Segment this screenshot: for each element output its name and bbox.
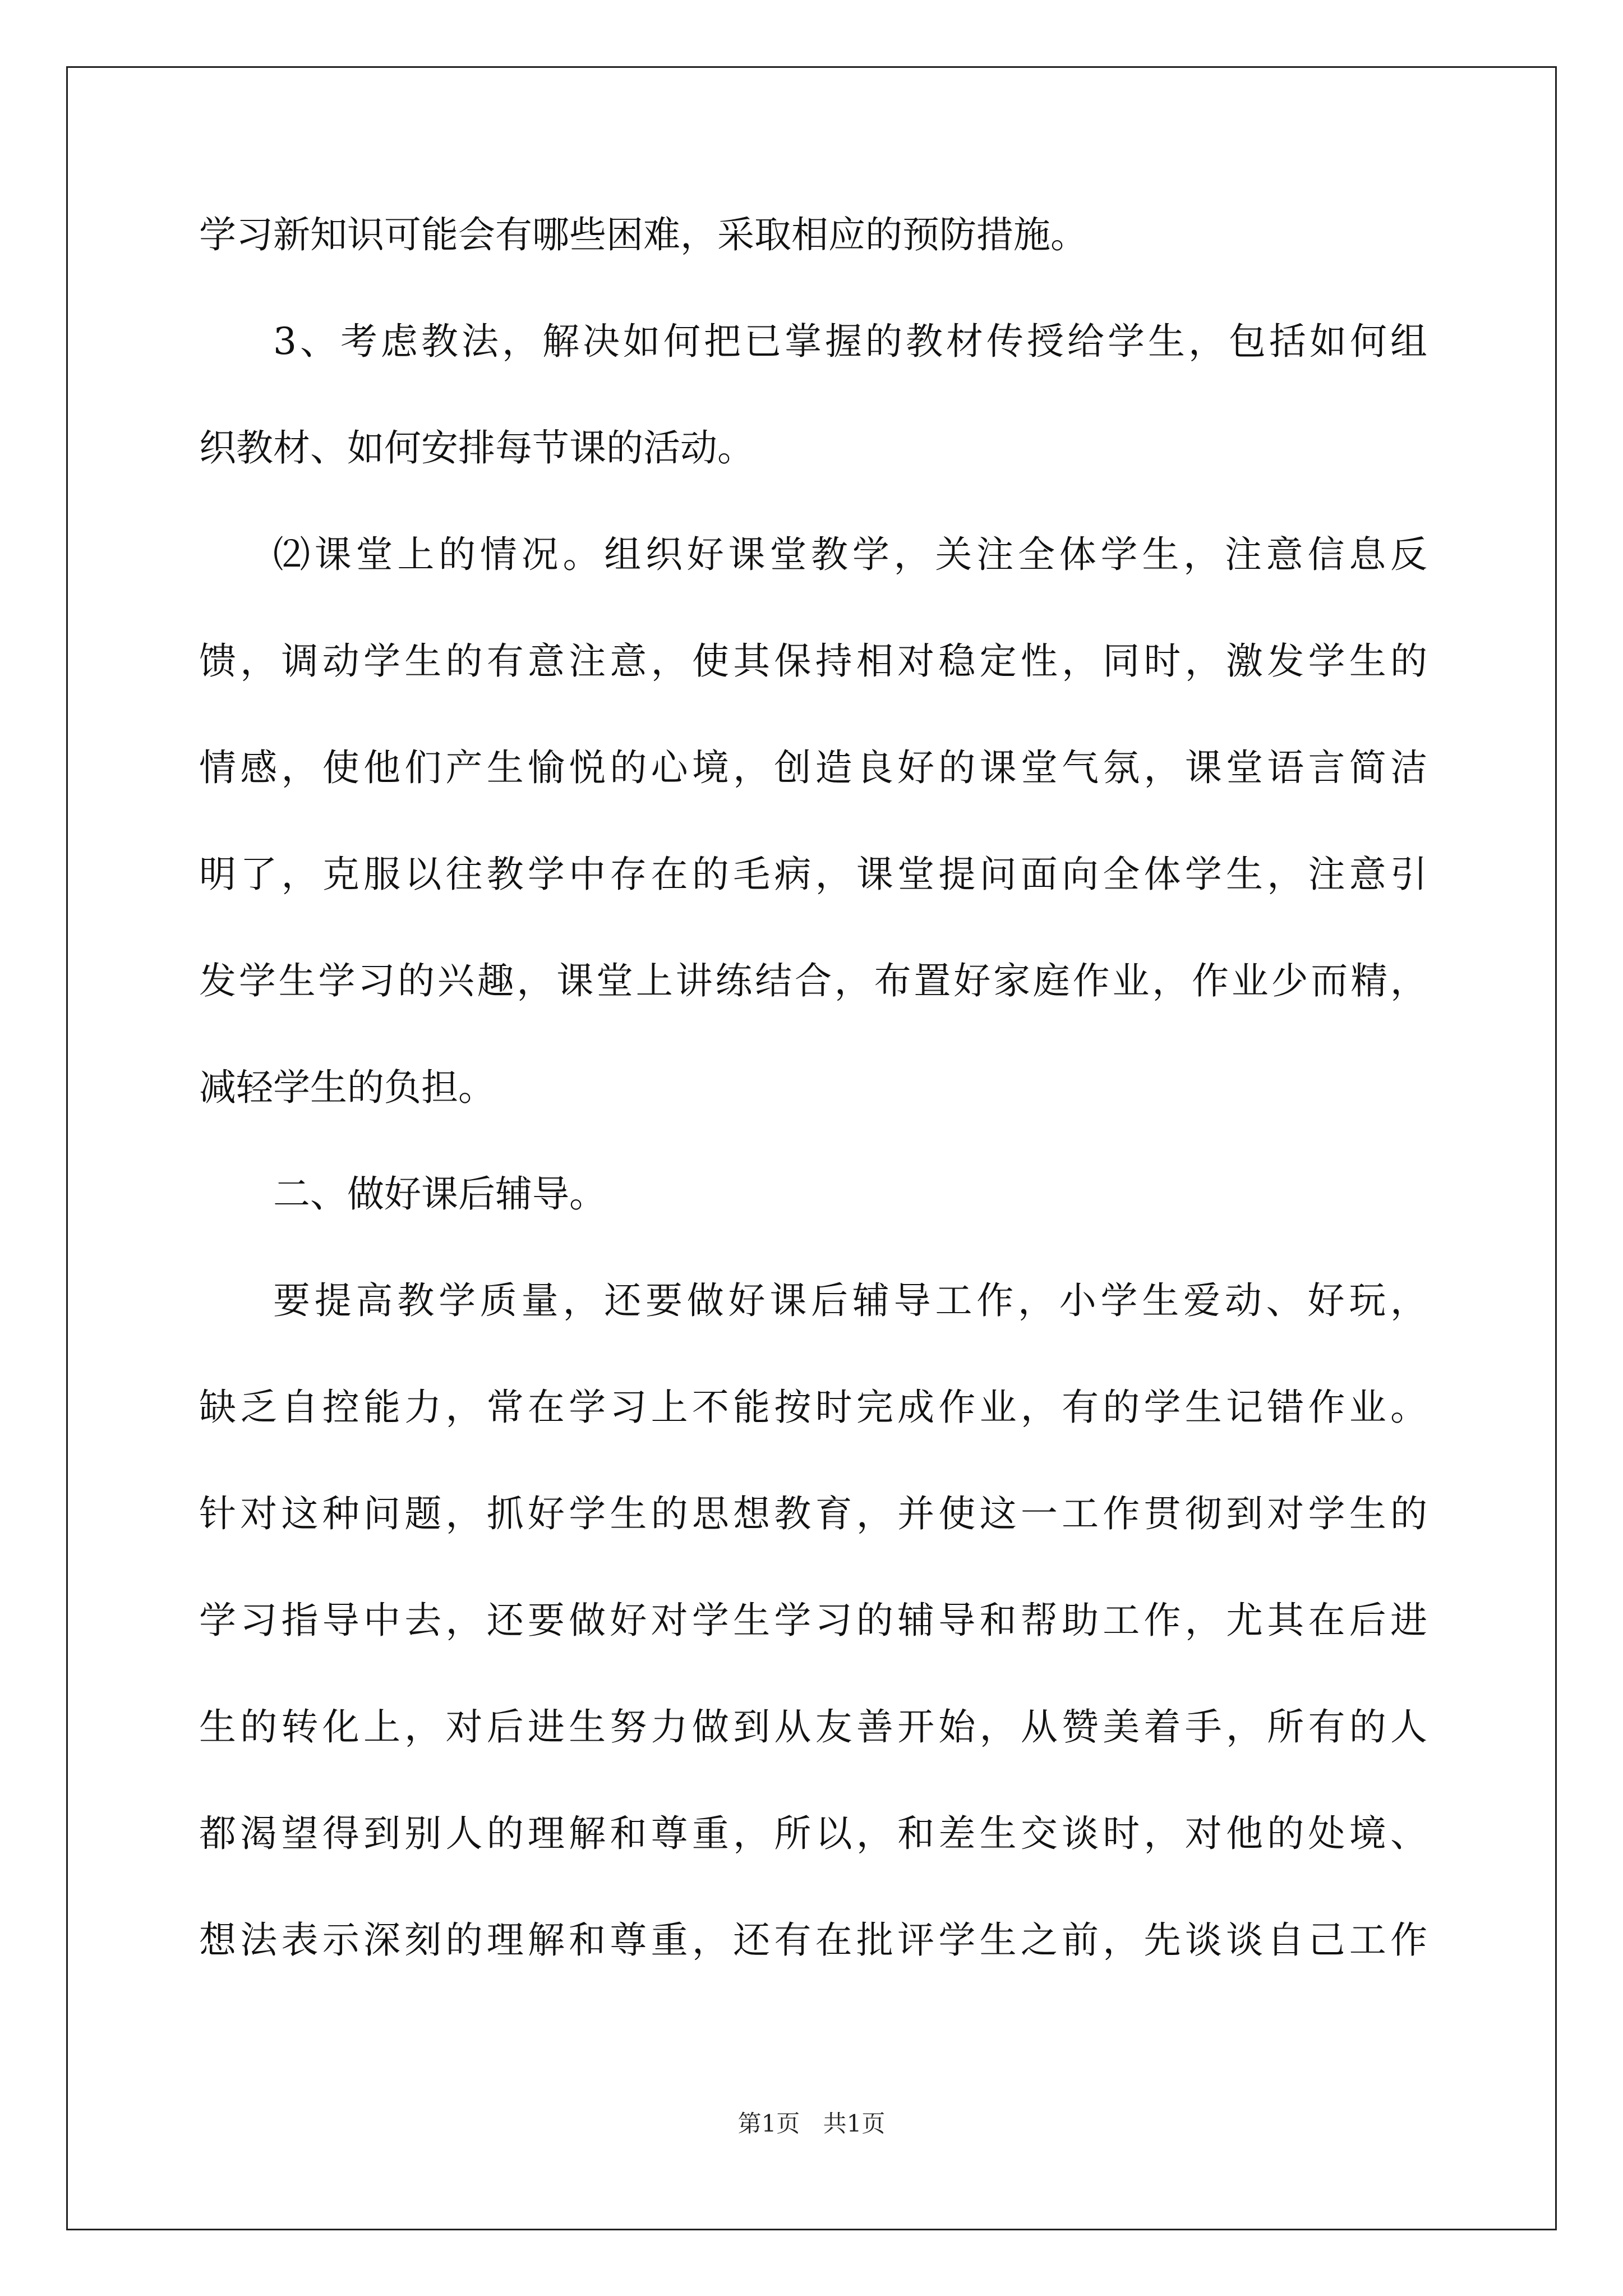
text-line-5: 馈，调动学生的有意注意，使其保持相对稳定性，同时，激发学生的 (199, 639, 1427, 683)
text-line-3: 织教材、如何安排每节课的活动。 (199, 426, 754, 470)
page-number: 第1页 (737, 2110, 800, 2137)
text-line-10: 二、做好课后辅导。 (273, 1172, 606, 1216)
text-line-16: 都渴望得到别人的理解和尊重，所以，和差生交谈时，对他的处境、 (199, 1812, 1427, 1855)
text-line-9: 减轻学生的负担。 (199, 1066, 495, 1109)
text-line-15: 生的转化上，对后进生努力做到从友善开始，从赞美着手，所有的人 (199, 1705, 1427, 1749)
page-total: 共1页 (823, 2110, 886, 2137)
text-line-7: 明了，克服以往教学中存在的毛病，课堂提问面向全体学生，注意引 (199, 853, 1427, 896)
text-line-6: 情感，使他们产生愉悦的心境，创造良好的课堂气氛，课堂语言简洁 (199, 746, 1427, 789)
text-line-1: 学习新知识可能会有哪些困难，采取相应的预防措施。 (199, 213, 1087, 256)
text-line-4: ⑵课堂上的情况。组织好课堂教学，关注全体学生，注意信息反 (273, 533, 1427, 576)
text-line-17: 想法表示深刻的理解和尊重，还有在批评学生之前，先谈谈自己工作 (199, 1918, 1427, 1962)
text-line-13: 针对这种问题，抓好学生的思想教育，并使这一工作贯彻到对学生的 (199, 1492, 1427, 1535)
text-line-11: 要提高教学质量，还要做好课后辅导工作，小学生爱动、好玩， (273, 1279, 1427, 1322)
text-line-2: 3、考虑教法，解决如何把已掌握的教材传授给学生，包括如何组 (273, 320, 1427, 363)
text-line-8: 发学生学习的兴趣，课堂上讲练结合，布置好家庭作业，作业少而精， (199, 959, 1427, 1002)
text-line-14: 学习指导中去，还要做好对学生学习的辅导和帮助工作，尤其在后进 (199, 1599, 1427, 1642)
document-body (199, 209, 1427, 2021)
text-line-12: 缺乏自控能力，常在学习上不能按时完成作业，有的学生记错作业。 (199, 1386, 1427, 1429)
page-footer (0, 2107, 1623, 2141)
